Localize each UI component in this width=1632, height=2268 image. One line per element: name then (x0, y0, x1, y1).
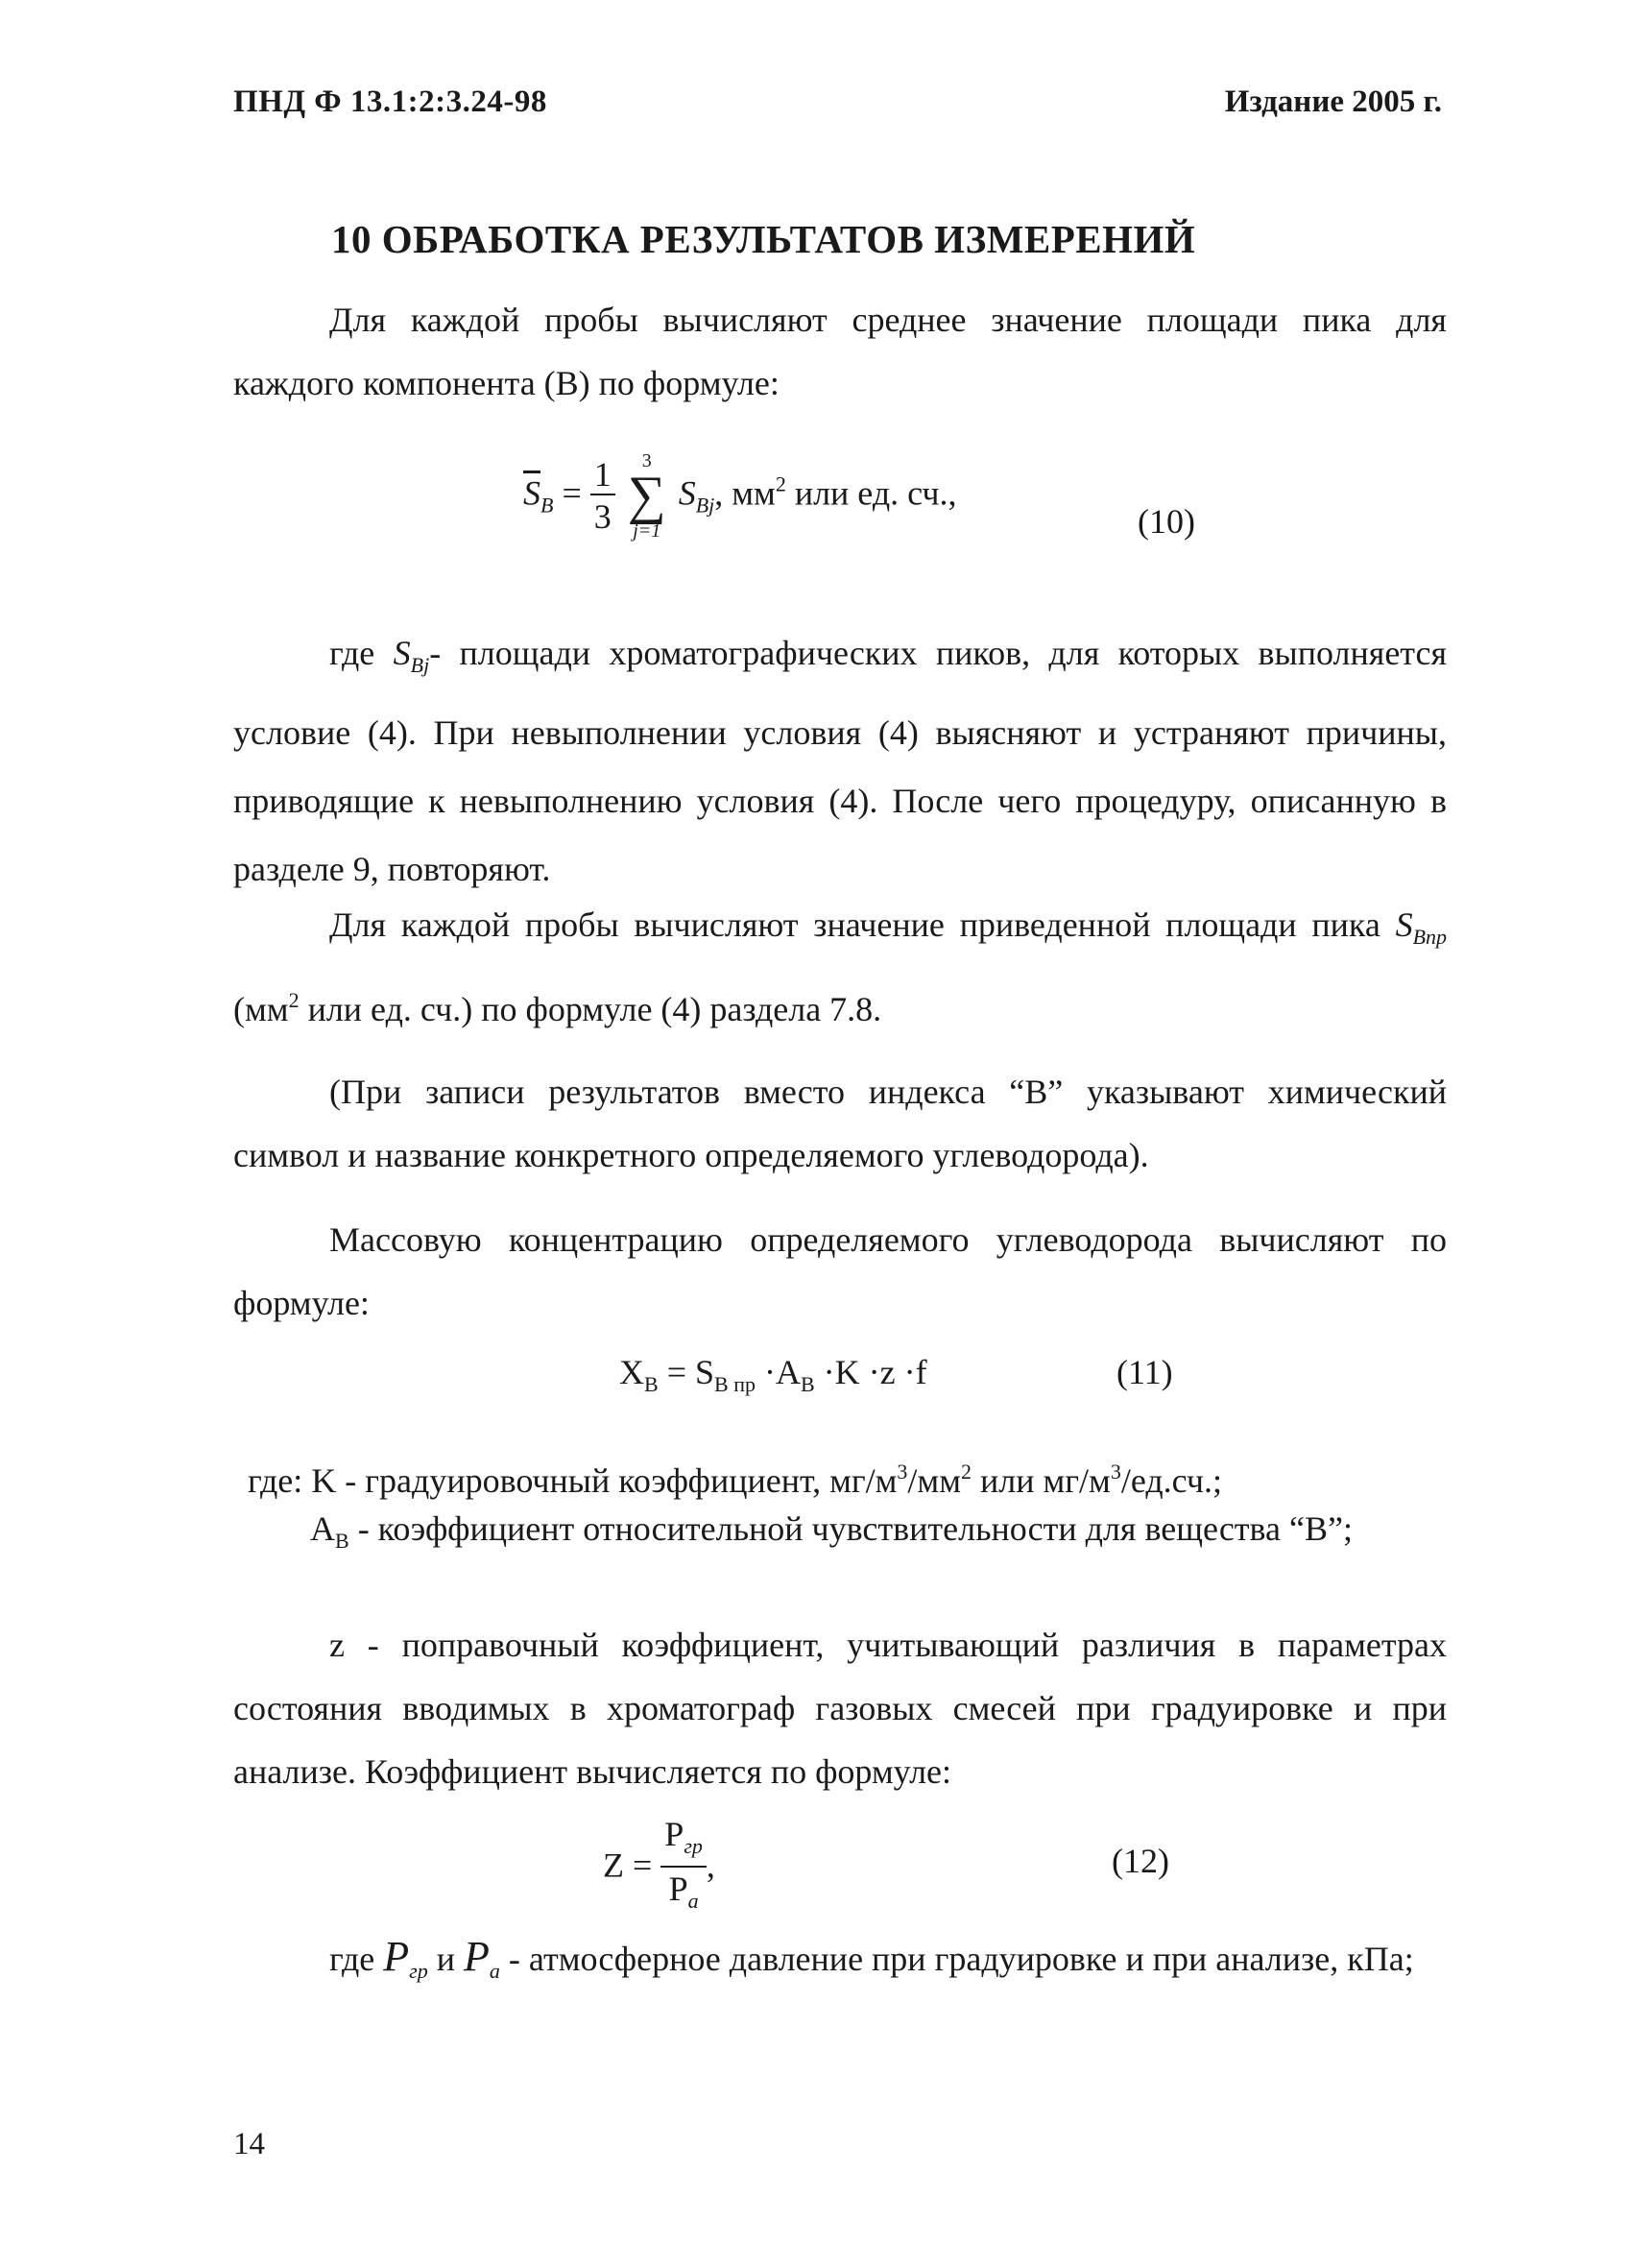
paragraph-mass-concentration: Массовую концентрацию определяемого углеводорода вычисляют по формуле: (233, 1220, 1447, 1322)
formula-11: $X_B = S_{B пр} \cdot A_B \cdot K \cdot z \cdot f$ (619, 1353, 927, 1396)
edition-label: Издание 2005 г. (1224, 84, 1442, 119)
formula-10-lhs: $\overline{S}$ (523, 473, 540, 513)
formula-10: $\overline{S}_B$ = $\frac{1}{3}$ 3 ∑ j=1 $S_{Bj}$, $мм^2$ или ед. сч., (523, 450, 957, 542)
definition-z: z - поправочный коэффициент, учитывающий различия в параметрах состояния вводимых в хроматограф газовых смесей при градуировке и при анализе. Коэффициент вычисляется по формуле: (233, 1626, 1447, 1791)
formula-12: Z = $\frac{P_{гр}}{P_а}$ , (603, 1815, 715, 1922)
formula-10-lhs-sub: B (540, 493, 554, 518)
formula-10-number: (10) (1138, 502, 1195, 541)
page-number: 14 (233, 2127, 265, 2161)
formula-10-sum: 3 ∑ j=1 (627, 450, 666, 542)
paragraph-intro: Для каждой пробы вычисляют среднее значение площади пика для каждого компонента (В) по формуле: (233, 301, 1447, 402)
section-title: 10 ОБРАБОТКА РЕЗУЛЬТАТОВ ИЗМЕРЕНИЙ (331, 217, 1196, 261)
paragraph-note: (При записи результатов вместо индекса “В” указывают химический символ и название конкретного определяемого углеводорода). (233, 1073, 1447, 1174)
definition-p: где $P_{гр}$ и $P_а$ - атмосферное давление при градуировке и при анализе, кПа; (329, 1933, 1414, 1983)
definition-k: где: K - градуировочный коэффициент, $мг/м^3/мм^2$ или $мг/м^3/ед.сч$.; (248, 1460, 1222, 1500)
formula-10-fraction: $\frac{1}{3}$ (590, 455, 615, 538)
formula-12-fraction: $\frac{P_{гр}}{P_а}$ (660, 1815, 707, 1922)
paragraph-peaks: где $S_{Bj}-$ площади хроматографических пиков, для которых выполняется условие (4). При невыполнении условия (4) выясняют и устраняют причины, приводящие к невыполнению условия (4). После чего процедуру, описанную в разделе 9, повторяют. (233, 634, 1448, 888)
document-code: ПНД Ф 13.1:2:3.24-98 (233, 84, 547, 119)
formula-12-number: (12) (1112, 1842, 1169, 1880)
definition-a: $A_B$ - коэффициент относительной чувствительности для вещества “В”; (310, 1509, 1354, 1553)
paragraph-reduced-area: Для каждой пробы вычисляют значение приведенной площади пика $S_{Bпр}$ ($мм^2$ или ед. сч.) по формуле (4) раздела 7.8. (233, 905, 1448, 1028)
formula-11-number: (11) (1116, 1353, 1173, 1391)
